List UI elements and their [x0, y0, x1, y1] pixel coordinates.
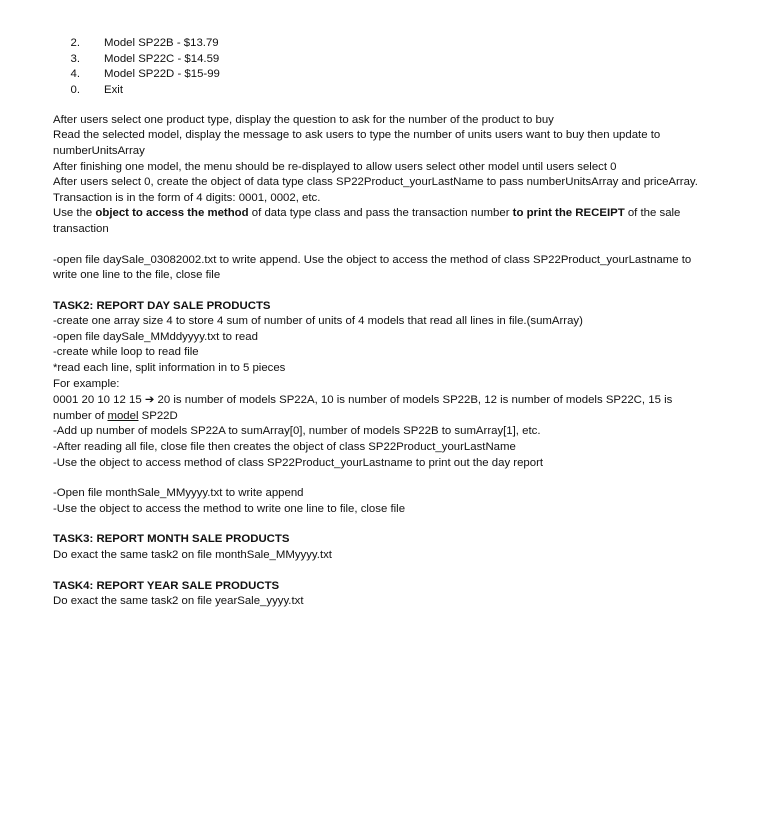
task2-section: [53, 299, 713, 518]
underlined-text-run: model: [107, 409, 139, 422]
bold-text-run: to print the RECEIPT: [512, 207, 625, 220]
menu-item-text: Model SP22C - $14.59: [104, 52, 220, 65]
menu-item-text: Model SP22D - $15-99: [104, 68, 220, 81]
task1-line: After users select one product type, display the question to ask for the number of the product to buy: [53, 113, 554, 126]
menu-item-number: 0.: [70, 84, 80, 97]
text-run: of the sale transaction: [53, 207, 681, 235]
menu-item: [53, 67, 713, 83]
task4-heading: [53, 579, 713, 595]
task1-section: [53, 113, 713, 284]
task2-line: -open file daySale_MMddyyyy.txt to read: [53, 330, 258, 343]
right-arrow-icon: ➔: [144, 392, 155, 407]
menu-item: [53, 52, 713, 68]
heading-text: TASK3: REPORT MONTH SALE PRODUCTS: [53, 533, 290, 546]
menu-item-number: 2.: [70, 37, 80, 49]
task1-line: After finishing one model, the menu should be re-displayed to allow users select other model until users select 0: [53, 160, 617, 173]
task2-line: -Open file monthSale_MMyyyy.txt to write append: [53, 487, 304, 500]
task4-section: [53, 579, 713, 610]
menu-item-number: 3.: [70, 52, 80, 65]
text-run: SP22D: [138, 409, 178, 422]
text-run: 0001 20 10 12 15: [53, 394, 145, 407]
document-page: [53, 36, 713, 610]
menu-item-text: Model SP22B - $13.79: [104, 37, 219, 49]
task2-line: -Add up number of models SP22A to sumArray[0], number of models SP22B to sumArray[1], etc.: [53, 425, 541, 438]
menu-item: [53, 83, 713, 99]
menu-item-text: Exit: [104, 84, 123, 97]
task1-line: After users select 0, create the object of data type class SP22Product_yourLastName to pass numberUnitsArray and priceArray.: [53, 176, 698, 189]
task2-example-line: [53, 392, 713, 424]
task2-line: -After reading all file, close file then creates the object of class SP22Product_yourLastName: [53, 441, 516, 454]
task1-receipt-line: [53, 206, 713, 237]
task2-line: -create while loop to read file: [53, 346, 199, 359]
task2-line: For example:: [53, 377, 120, 390]
heading-text: TASK2: REPORT DAY SALE PRODUCTS: [53, 299, 271, 312]
task2-line: -create one array size 4 to store 4 sum of number of units of 4 models that read all lines in file.(sumArray): [53, 315, 583, 328]
task2-line: *read each line, split information in to 5 pieces: [53, 362, 286, 375]
task3-section: [53, 532, 713, 563]
heading-text: TASK4: REPORT YEAR SALE PRODUCTS: [53, 579, 280, 592]
task1-line: Transaction is in the form of 4 digits: 0001, 0002, etc.: [53, 191, 321, 204]
bold-text-run: object to access the method: [95, 207, 249, 220]
task3-heading: [53, 532, 713, 548]
menu-item-number: 4.: [70, 68, 80, 81]
text-run: 20 is number of models SP22A, 10 is number of models SP22B, 12 is number of models SP22C, 15 is number of: [53, 394, 673, 422]
menu-item: [53, 36, 713, 52]
task1-line: Read the selected model, display the message to ask users to type the number of units users want to buy then update to numberUnitsArray: [53, 129, 661, 157]
task1-line: -open file daySale_03082002.txt to write append. Use the object to access the method of class SP22Product_yourLastname to write one line to the file, close file: [53, 253, 692, 282]
task2-line: -Use the object to access method of class SP22Product_yourLastname to print out the day report: [53, 456, 544, 469]
model-menu-list: [53, 36, 713, 99]
task3-line: Do exact the same task2 on file monthSale_MMyyyy.txt: [53, 549, 332, 561]
text-run: of data type class and pass the transaction number: [248, 207, 513, 220]
text-run: Use the: [53, 207, 96, 220]
task4-line: Do exact the same task2 on file yearSale_yyyy.txt: [53, 595, 304, 608]
task2-heading: [53, 299, 713, 315]
task2-line: -Use the object to access the method to write one line to file, close file: [53, 502, 406, 515]
